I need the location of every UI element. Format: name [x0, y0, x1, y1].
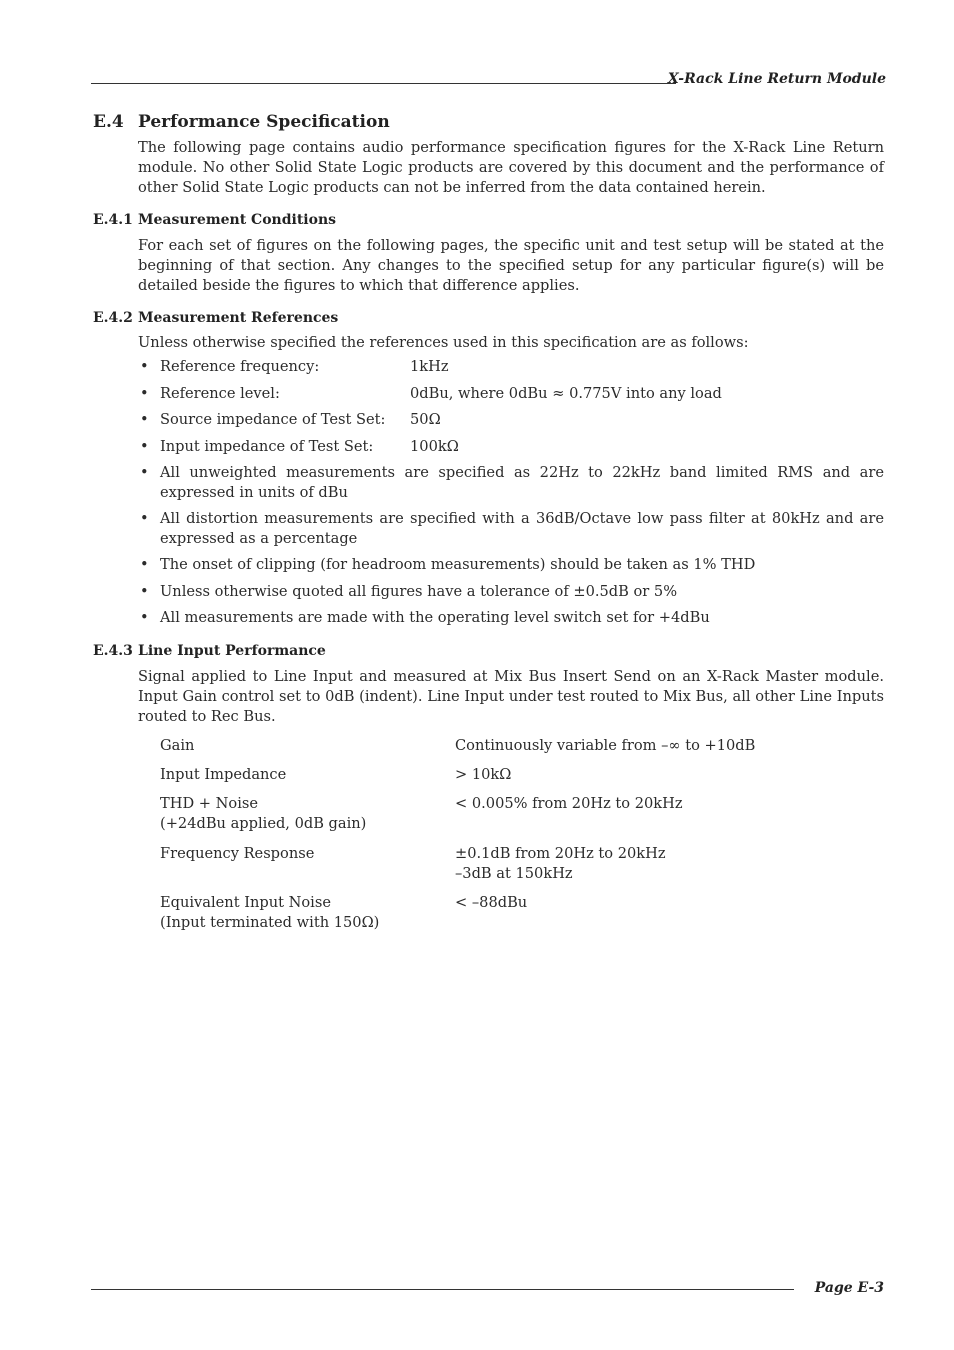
line-input-heading: [93, 643, 326, 659]
references-heading: [93, 310, 338, 326]
section-title: Performance Specification: [138, 112, 390, 132]
list-item: • All measurements are made with the operating level switch set for +4dBu: [140, 609, 710, 626]
line-input-title: Line Input Performance: [138, 643, 326, 659]
header-title: X-Rack Line Return Module: [667, 71, 886, 87]
list-item: • Reference frequency: 1kHz: [140, 358, 449, 375]
list-item: • The onset of clipping (for headroom measurements) should be taken as 1% THD: [140, 556, 756, 573]
section-number: E.4: [93, 112, 124, 132]
footer-rule: [91, 1289, 794, 1290]
conditions-title: Measurement Conditions: [138, 212, 337, 228]
references-title: Measurement References: [138, 310, 339, 326]
conditions-heading: [93, 212, 336, 228]
references-number: E.4.2: [93, 310, 133, 326]
line-input-text: Signal applied to Line Input and measured at Mix Bus Insert Send on an X-Rack Master module. Input Gain control set to 0dB (indent). Line Input under test routed to Mix Bus, all other Line Inputs routed to Rec Bus.: [138, 668, 884, 725]
conditions-text: For each set of figures on the following pages, the specific unit and test setup will be stated at the beginning of that section. Any changes to the specified setup for any particular figure(s) will be detailed beside the figures to which that difference applies.: [138, 237, 884, 294]
conditions-number: E.4.1: [93, 212, 133, 228]
list-item: • Input impedance of Test Set: 100kΩ: [140, 437, 459, 455]
header-rule: [91, 83, 676, 84]
list-item: • All unweighted measurements are specified as 22Hz to 22kHz band limited RMS and are expressed in units of dBu: [140, 464, 884, 501]
list-item: • Source impedance of Test Set: 50Ω: [140, 411, 441, 428]
list-item: • All distortion measurements are specified with a 36dB/Octave low pass filter at 80kHz and are expressed as a percentage: [140, 510, 884, 547]
line-input-number: E.4.3: [93, 643, 133, 659]
page-number: Page E-3: [814, 1280, 884, 1296]
section-intro: The following page contains audio performance specification figures for the X-Rack Line Return module. No other Solid State Logic products are covered by this document and the performance of other Solid State Logic products can not be inferred from the data contained herein.: [138, 139, 884, 196]
section-heading: [93, 112, 390, 132]
list-item: • Unless otherwise quoted all figures have a tolerance of ±0.5dB or 5%: [140, 582, 678, 600]
reference-list: [138, 357, 884, 628]
references-intro: Unless otherwise specified the references used in this specification are as follows:: [138, 334, 749, 351]
list-item: • Reference level: 0dBu, where 0dBu ≈ 0.775V into any load: [140, 384, 722, 402]
